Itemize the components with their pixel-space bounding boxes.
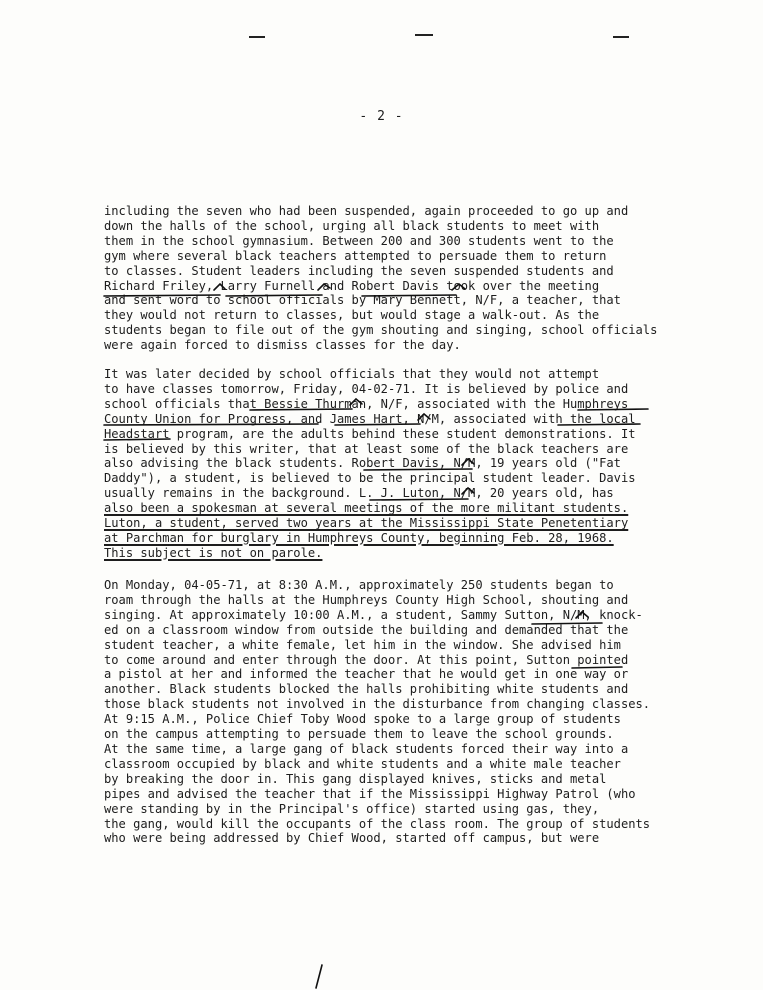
paragraph-3 — [104, 578, 680, 846]
text-line: roam through the halls at the Humphreys County High School, shouting and — [104, 592, 629, 607]
text-line: also advising the black students. Robert Davis, N/M, 19 years old ("Fat — [104, 456, 621, 471]
underlined-text-line: Luton, a student, served two years at the Mississippi State Penetentiary — [104, 516, 629, 531]
text-line: gym where several black teachers attempted to persuade them to return — [104, 248, 607, 263]
scan-mark-left — [249, 36, 265, 38]
text-line: County Union for Progress, and James Hart, N/M, associated with the local — [104, 411, 636, 426]
scan-mark-right — [613, 36, 629, 38]
text-line: by breaking the door in. This gang displayed knives, sticks and metal — [104, 771, 607, 786]
text-line: classroom occupied by black and white students and a white male teacher — [104, 756, 621, 771]
text-line: singing. At approximately 10:00 A.M., a student, Sammy Sutton, N/M, knock- — [104, 607, 643, 622]
underlined-text-line: at Parchman for burglary in Humphreys County, beginning Feb. 28, 1968. — [104, 530, 614, 545]
text-line: At the same time, a large gang of black students forced their way into a — [104, 741, 629, 756]
paragraph-1 — [104, 204, 680, 353]
text-line: usually remains in the background. L. J. Luton, N/M, 20 years old, has — [104, 486, 614, 501]
text-line: pipes and advised the teacher that if the Mississippi Highway Patrol (who — [104, 786, 636, 801]
text-line: and sent word to school officials by Mary Bennett, N/F, a teacher, that — [104, 293, 621, 308]
text-line: on the campus attempting to persuade them to leave the school grounds. — [104, 727, 614, 742]
text-line: is believed by this writer, that at least some of the black teachers are — [104, 441, 629, 456]
text-line: another. Black students blocked the halls prohibiting white students and — [104, 682, 629, 697]
text-line: down the halls of the school, urging all black students to meet with — [104, 218, 600, 233]
text-line: including the seven who had been suspended, again proceeded to go up and — [104, 204, 629, 218]
underlined-text-line: This subject is not on parole. — [104, 545, 323, 560]
text-line: students began to file out of the gym shouting and singing, school officials — [104, 323, 658, 338]
text-line: to classes. Student leaders including the seven suspended students and — [104, 263, 614, 278]
text-line: Richard Friley, Larry Furnell and Robert Davis took over the meeting — [104, 278, 600, 293]
text-line: them in the school gymnasium. Between 200 and 300 students went to the — [104, 233, 614, 248]
text-line: At 9:15 A.M., Police Chief Toby Wood spoke to a large group of students — [104, 712, 621, 727]
text-line: who were being addressed by Chief Wood, started off campus, but were — [104, 831, 600, 846]
text-line: student teacher, a white female, let him in the window. She advised him — [104, 637, 621, 652]
text-line: On Monday, 04-05-71, at 8:30 A.M., approximately 250 students began to — [104, 578, 614, 592]
text-line: Headstart program, are the adults behind these student demonstrations. It — [104, 426, 636, 441]
text-line: to come around and enter through the door. At this point, Sutton pointed — [104, 652, 629, 667]
pen-mark-bottom — [316, 965, 322, 988]
text-line: those black students not involved in the disturbance from changing classes. — [104, 697, 651, 712]
text-line: the gang, would kill the occupants of the class room. The group of students — [104, 816, 651, 831]
text-line: a pistol at her and informed the teacher that he would get in one way or — [104, 667, 629, 682]
text-line: It was later decided by school officials that they would not attempt — [104, 367, 600, 381]
paragraph-2 — [104, 367, 680, 561]
text-line: were standing by in the Principal's office) started using gas, they, — [104, 801, 600, 816]
text-line: to have classes tomorrow, Friday, 04-02-71. It is believed by police and — [104, 381, 629, 396]
text-line: were again forced to dismiss classes for the day. — [104, 338, 461, 353]
underlined-text-line: also been a spokesman at several meetings of the more militant students. — [104, 501, 629, 516]
text-line: Daddy"), a student, is believed to be the principal student leader. Davis — [104, 471, 636, 486]
page-number: - 2 - — [359, 109, 404, 124]
text-line: ed on a classroom window from outside the building and demanded that the — [104, 622, 629, 637]
text-line: school officials that Bessie Thurman, N/F, associated with the Humphreys — [104, 396, 629, 411]
text-line: they would not return to classes, but would stage a walk-out. As the — [104, 308, 600, 323]
scan-mark-center — [415, 34, 433, 36]
